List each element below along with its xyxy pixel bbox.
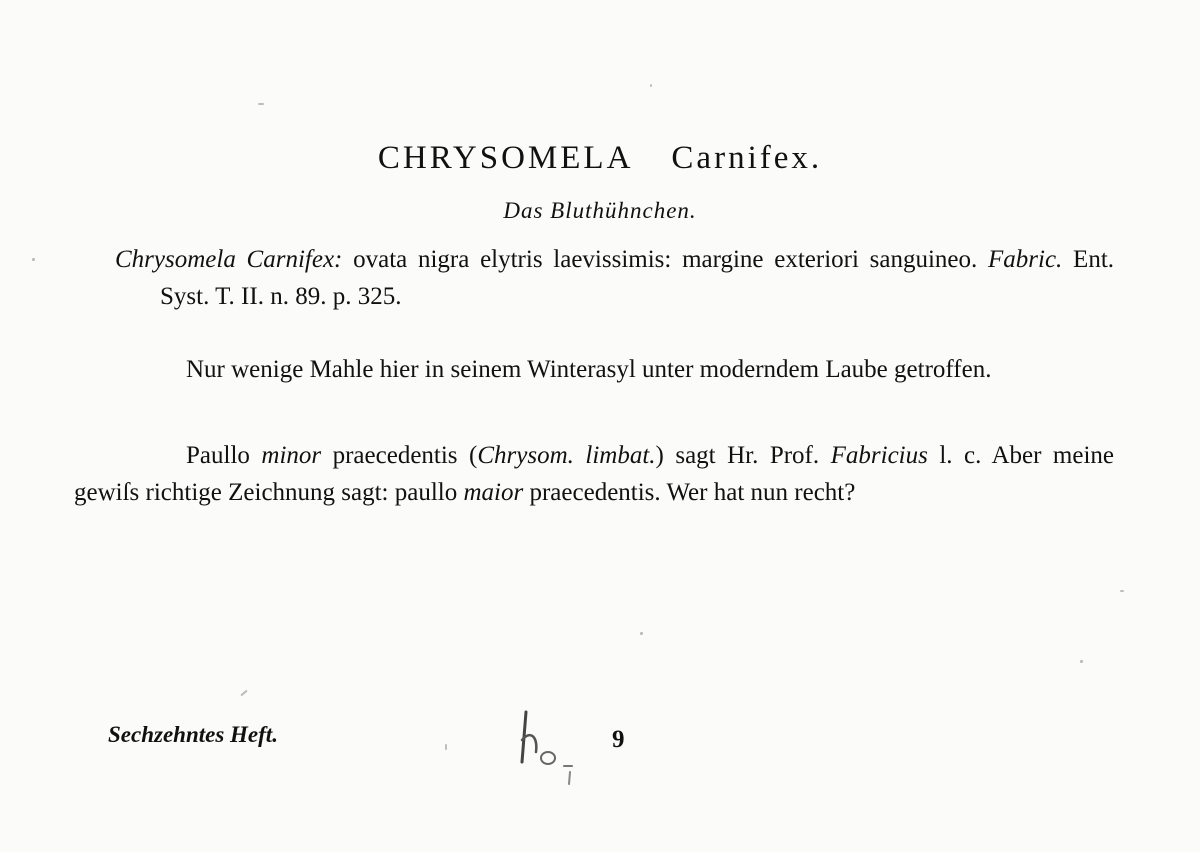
page-title <box>0 140 1200 177</box>
paper-speck <box>650 84 652 87</box>
remark-text: praecedentis. Wer hat nun recht? <box>529 479 856 506</box>
species-diagnosis <box>74 241 1114 315</box>
diagnosis-name: Chrysomela Carnifex: <box>115 246 343 273</box>
paper-speck <box>1080 660 1083 663</box>
pencil-mark <box>512 700 582 790</box>
diagnosis-reference: Ent. Syst. T. II. n. 89. p. 325. <box>160 246 1115 310</box>
paragraph-habitat: Nur wenige Mahle hier in seinem Winterasyl unter moderndem Laube getroffen. <box>186 356 992 383</box>
page-subtitle: Das Bluthühnchen. <box>503 198 697 223</box>
title-species: Carnifex. <box>671 140 823 176</box>
page-number: 9 <box>612 726 625 753</box>
remark-italic: Chrysom. limbat. <box>477 442 656 469</box>
remark-text: l. c. Aber meine gewiſs richtige Zeichnung sagt: paullo <box>74 442 1114 506</box>
remark-italic: maior <box>463 479 524 506</box>
remark-italic: minor <box>261 442 322 469</box>
remark-italic: Fabricius <box>830 442 928 469</box>
paper-speck <box>640 632 643 635</box>
paper-speck <box>32 258 35 261</box>
paper-speck <box>445 744 447 750</box>
paper-speck <box>1120 590 1124 592</box>
remark-text: praecedentis ( <box>332 442 478 469</box>
paper-speck <box>258 103 264 105</box>
paragraph-remark <box>74 437 1114 511</box>
title-genus: CHRYSOMELA <box>377 140 634 176</box>
remark-text: Paullo <box>186 442 250 469</box>
section-label: Sechzehntes Heft. <box>108 722 278 747</box>
diagnosis-text: ovata nigra elytris laevissimis: margine exteriori sanguineo. <box>353 246 978 273</box>
remark-text: ) sagt Hr. Prof. <box>655 442 820 469</box>
paper-speck <box>240 690 247 697</box>
diagnosis-author: Fabric. <box>988 246 1063 273</box>
